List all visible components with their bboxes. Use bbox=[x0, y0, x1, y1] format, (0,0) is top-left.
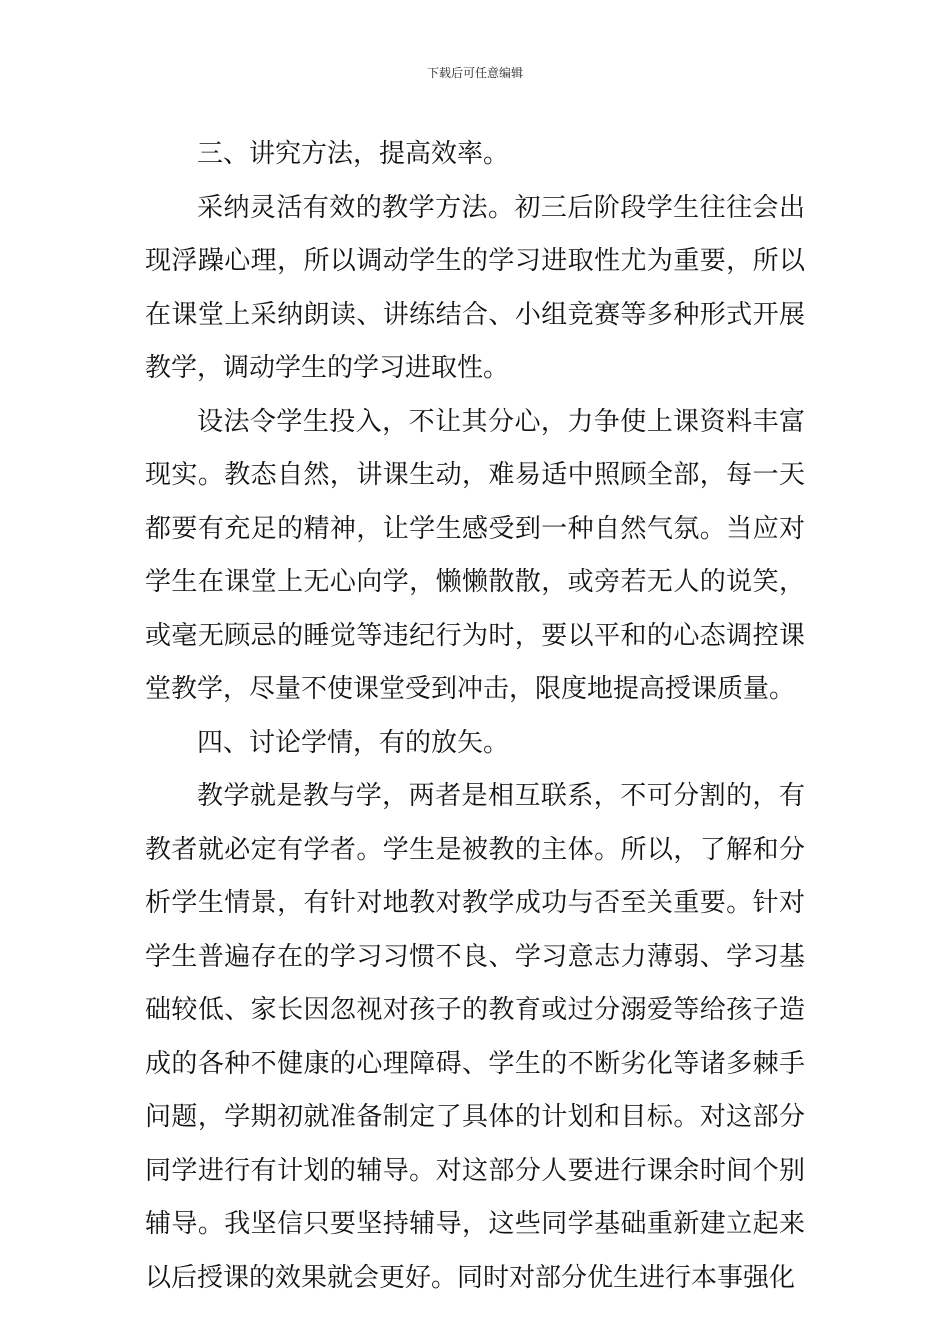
document-body bbox=[145, 128, 805, 1305]
paragraph: 采纳灵活有效的教学方法。初三后阶段学生往往会出现浮躁心理，所以调动学生的学习进取性尤为重要，所以在课堂上采纳朗读、讲练结合、小组竞赛等多种形式开展教学，调动学生的学习进取性。 bbox=[145, 192, 805, 383]
page-header: 下载后可任意编辑 bbox=[426, 66, 523, 80]
paragraph: 设法令学生投入，不让其分心，力争使上课资料丰富现实。教态自然，讲课生动，难易适中照顾全部，每一天都要有充足的精神，让学生感受到一种自然气氛。当应对学生在课堂上无心向学，懒懒散散，或旁若无人的说笑，或毫无顾忌的睡觉等违纪行为时，要以平和的心态调控课堂教学，尽量不使课堂受到冲击，限度地提高授课质量。 bbox=[145, 406, 805, 704]
section-heading: 三、讲究方法，提高效率。 bbox=[197, 139, 510, 169]
section-heading: 四、讨论学情，有的放矢。 bbox=[197, 727, 510, 758]
paragraph: 教学就是教与学，两者是相互联系，不可分割的，有教者就必定有学者。学生是被教的主体。所以，了解和分析学生情景，有针对地教对教学成功与否至关重要。针对学生普遍存在的学习习惯不良、学习意志力薄弱、学习基础较低、家长因忽视对孩子的教育或过分溺爱等给孩子造成的各种不健康的心理障碍、学生的不断劣化等诸多棘手问题，学期初就准备制定了具体的计划和目标。对这部分同学进行有计划的辅导。对这部分人要进行课余时间个别辅导。我坚信只要坚持辅导，这些同学基础重新建立起来以后授课的效果就会更好。同时对部分优生进行本事强化 bbox=[145, 781, 805, 1293]
